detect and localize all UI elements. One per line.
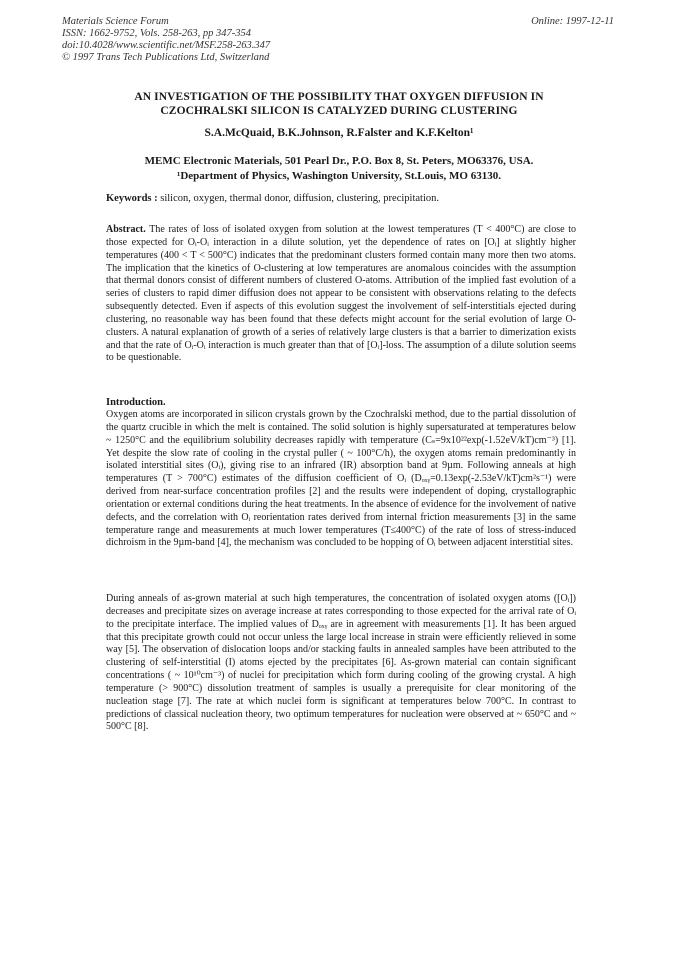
affiliations [80, 154, 598, 184]
introduction-heading: Introduction. [106, 397, 166, 408]
abstract-text: The rates of loss of isolated oxygen from solution at the lowest temperatures (T < 400°C) are close to those expected for Oᵢ-Oᵢ interaction in a dilute solution, yet the dependence of rates on [Oᵢ] at slightly higher temperatures (400 < T < 500°C) indicates that the predominant clusters formed contain many more then two atoms. The implication that the kinetics of O-clustering at low temperatures are anomalous coincides with the assumption that thermal donors consist of different numbers of clustered O-atoms. Attribution of the implied fast evolution of a series of clusters to rapid dimer diffusion does not appear to be consistent with observations relating to the defects subsequently detected. Even if aspects of this evolution suggest the involvement of self-interstitials ejected during clustering, no reasonable way has been found that these defects might account for the serial evolution of large O-clusters. A natural explanation of growth of a series of relatively large clusters is that a barrier to dimerization exists and that the rate of Oᵢ-Oᵢ interaction is much greater than that of [Oᵢ]-loss. The assumption of a dilute solution seems to be questionable. [106, 224, 576, 364]
abstract [106, 224, 576, 365]
copyright-line: © 1997 Trans Tech Publications Ltd, Switzerland [62, 52, 270, 63]
journal-header [62, 16, 270, 64]
doi-line: doi:10.4028/www.scientific.net/MSF.258-263.347 [62, 40, 271, 51]
affiliation-2: ¹Department of Physics, Washington University, St.Louis, MO 63130. [177, 170, 501, 182]
abstract-label: Abstract. [106, 224, 146, 235]
issn-line: ISSN: 1662-9752, Vols. 258-263, pp 347-354 [62, 28, 251, 39]
introduction-paragraph-1: Oxygen atoms are incorporated in silicon crystals grown by the Czochralski method, due to the partial dissolution of the quartz crucible in which the melt is contained. The solid solution is highly supersaturated at temperatures below ~ 1250°C and the equilibrium solubility decreases rapidly with temperature (Cₛ=9x10²²exp(-1.52eV/kT)cm⁻³) [1]. Yet despite the slow rate of cooling in the crystal puller ( ~ 100°C/h), the oxygen atoms remain predominantly in isolated interstitial sites (Oᵢ), giving rise to an infrared (IR) absorption band at 9µm. Following anneals at high temperatures (T > 700°C) estimates of the diffusion coefficient of Oᵢ (Dₒₓᵧ=0.13exp(-2.53eV/kT)cm²s⁻¹) were derived from near-surface concentration profiles [2] and the results were independent of doping, crystallographic orientation or external conditions during the heat treatments. In the absence of evidence for the involvement of native defects, and the correlation with Oᵢ reorientation rates derived from internal friction measurements [3] in the same temperature range and measurements at much lower temperatures (T≤400°C) of the rate of loss of stress-induced dichroism in the 9µm-band [4], the mechanism was concluded to be hopping of Oᵢ between adjacent interstitial sites. [106, 409, 576, 549]
keywords [106, 193, 576, 204]
introduction-paragraph-2: During anneals of as-grown material at such high temperatures, the concentration of isolated oxygen atoms ([Oᵢ]) decreases and precipitate sizes on average increase at rates corresponding to those expected for the arrival rate of Oᵢ to the precipitate interface. The implied values of Dₒₓᵧ are in agreement with measurements [1]. It has been argued that this precipitate growth could not occur unless the large local increase in strain were efficiently relieved in some way [5]. The observation of dislocation loops and/or stacking faults in annealed samples have been attributed to the clustering of self-interstitial (I) atoms ejected by the precipitates [6]. As-grown material can contain significant concentrations ( ~ 10¹⁰cm⁻³) of nuclei for precipitation which form during cooling of the growing crystal. A high temperature (> 900°C) dissolution treatment of samples is usually a prerequisite for clear monitoring of the nucleation stage [7]. The rate at which nuclei form is significant at temperatures below 700°C. In contrast to predictions of classical nucleation theory, two optimum temperatures for nucleation were observed at ~ 650°C and ~ 500°C [8]. [106, 593, 576, 733]
journal-name: Materials Science Forum [62, 16, 169, 27]
paper-title: AN INVESTIGATION OF THE POSSIBILITY THAT OXYGEN DIFFUSION IN CZOCHRALSKI SILICON IS CATALYZED DURING CLUSTERING [134, 91, 544, 117]
keywords-label: Keywords : [106, 193, 158, 204]
online-date: Online: 1997-12-11 [531, 16, 614, 27]
author-list: S.A.McQuaid, B.K.Johnson, R.Falster and K.F.Kelton¹ [204, 127, 474, 139]
affiliation-1: MEMC Electronic Materials, 501 Pearl Dr., P.O. Box 8, St. Peters, MO63376, USA. [144, 155, 534, 167]
keywords-text: silicon, oxygen, thermal donor, diffusion, clustering, precipitation. [160, 193, 439, 204]
